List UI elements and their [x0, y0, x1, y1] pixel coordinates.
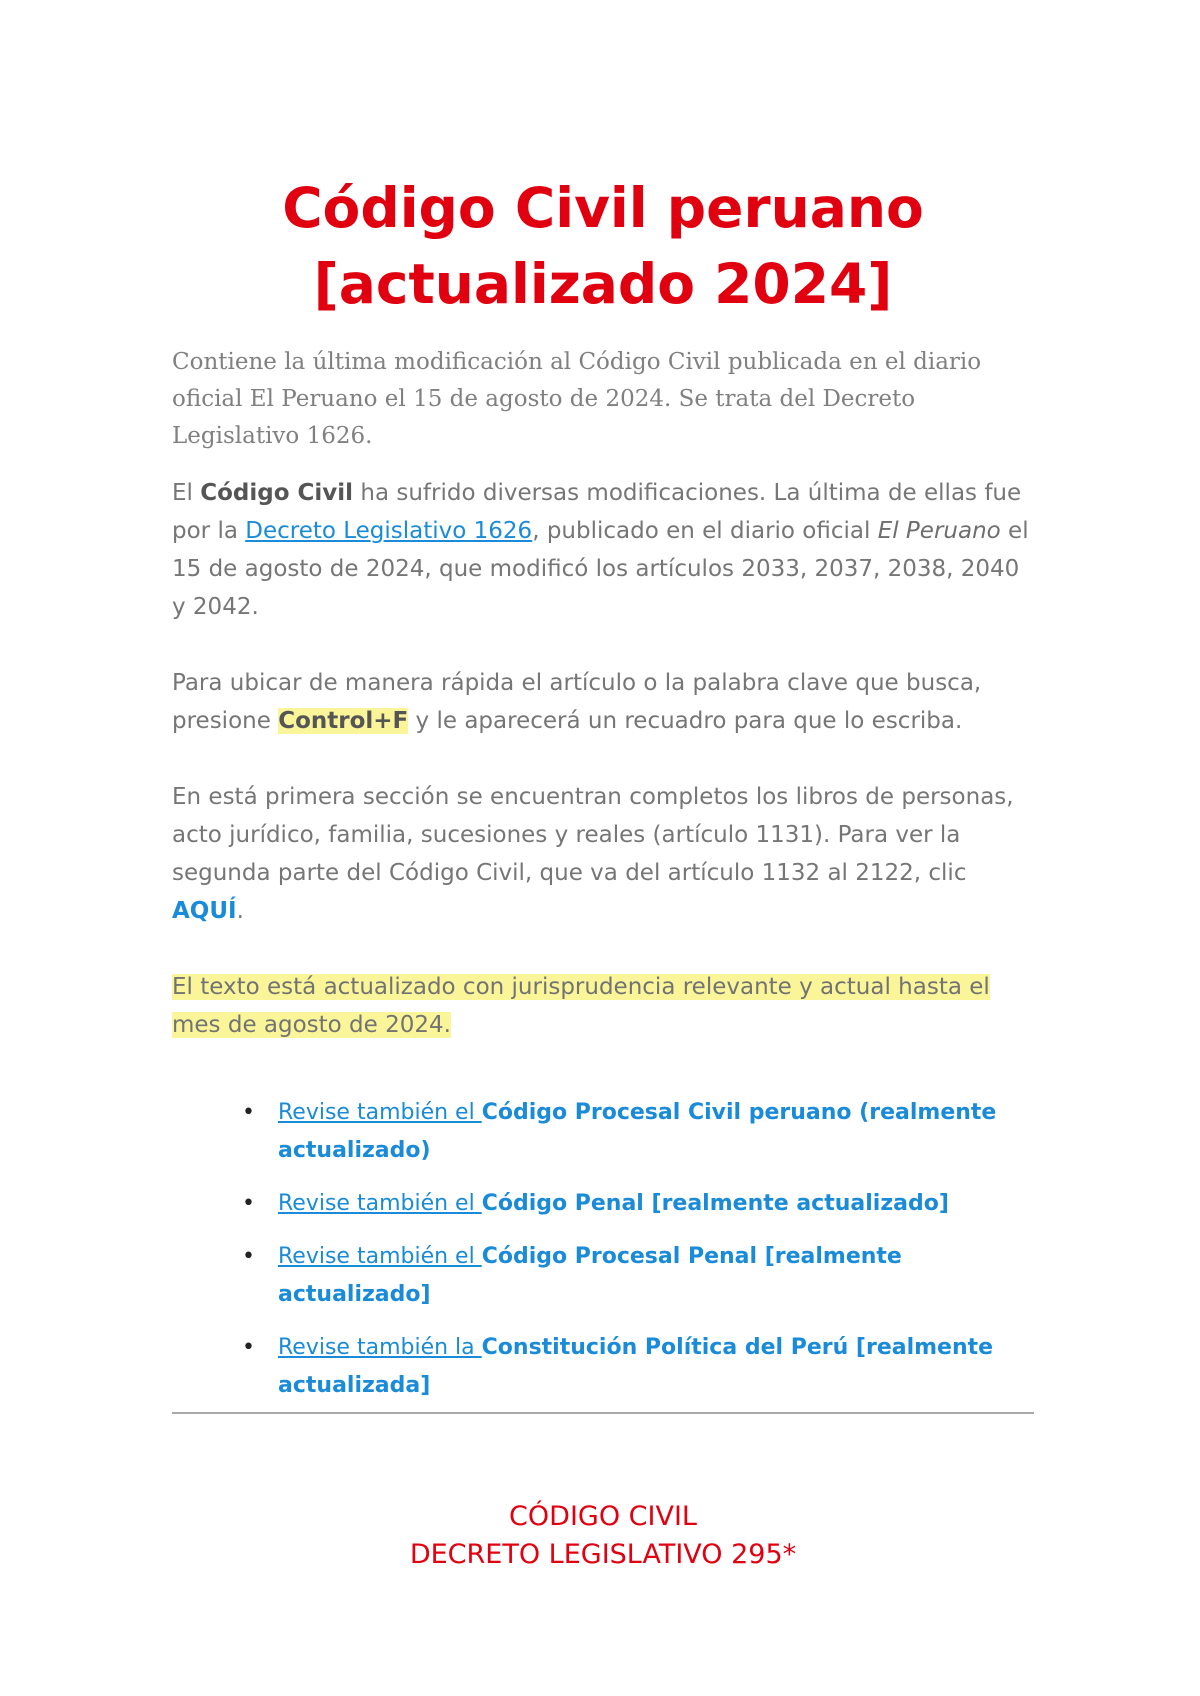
reference-link-title[interactable]: Código Procesal Penal [realmente actualizado]	[278, 1244, 902, 1307]
intro-text-4: el 15 de agosto de 2024, que modificó los artículos 2033, 2037, 2038, 2040 y 2042.	[172, 518, 1029, 620]
reference-link-prefix[interactable]: Revise también el	[278, 1100, 482, 1125]
search-tip-paragraph	[172, 664, 1034, 740]
title-line-1: Código Civil peruano	[282, 176, 924, 240]
list-item	[242, 1094, 1034, 1170]
search-tip-text-1: Para ubicar de manera rápida el artículo o la palabra clave que busca, presione	[172, 670, 982, 734]
references-list	[172, 1094, 1034, 1405]
list-item	[242, 1329, 1034, 1405]
reference-link-prefix[interactable]: Revise también el	[278, 1191, 482, 1216]
bullet-icon: •	[242, 1244, 255, 1269]
section-info-text-1: En está primera sección se encuentran completos los libros de personas, acto jurídico, familia, sucesiones y reales (artículo 1131). Para ver la segunda parte del Código Civil, que va del artículo 1132 al 2122, clic	[172, 784, 1014, 886]
bullet-icon: •	[242, 1335, 255, 1360]
title-line-2: [actualizado 2024]	[313, 252, 893, 316]
reference-link-title[interactable]: Constitución Política del Perú [realmente actualizada]	[278, 1335, 994, 1398]
section-info-text-2: .	[236, 898, 244, 924]
decreto-1626-link[interactable]: Decreto Legislativo 1626	[245, 518, 533, 544]
intro-text-1: El	[172, 480, 201, 506]
reference-link-title[interactable]: Código Procesal Civil peruano (realmente actualizado)	[278, 1100, 997, 1163]
section-heading-line-2: DECRETO LEGISLATIVO 295*	[409, 1539, 797, 1570]
document-page	[172, 170, 1034, 1574]
search-tip-text-2: y le aparecerá un recuadro para que lo escriba.	[408, 708, 963, 734]
page-title	[172, 170, 1034, 322]
subtitle: Contiene la última modificación al Código Civil publicada en el diario oficial El Peruano el 15 de agosto de 2024. Se trata del Decreto Legislativo 1626.	[172, 349, 982, 449]
list-item	[242, 1185, 1034, 1223]
intro-text-2: ha sufrido diversas modificaciones. La última de ellas fue por la	[172, 480, 1022, 544]
intro-italic-peruano: El Peruano	[877, 518, 1001, 544]
intro-paragraph	[172, 474, 1034, 626]
highlight-note-text: El texto está actualizado con jurisprudencia relevante y actual hasta el mes de agosto de 2024.	[172, 974, 990, 1038]
list-item	[242, 1238, 1034, 1314]
control-f-highlight: Control+F	[278, 708, 409, 734]
bullet-icon: •	[242, 1100, 255, 1125]
highlight-note	[172, 968, 1034, 1044]
section-heading	[172, 1498, 1034, 1574]
section-heading-line-1: CÓDIGO CIVIL	[509, 1501, 697, 1532]
divider	[172, 1412, 1034, 1414]
reference-link-title[interactable]: Código Penal [realmente actualizado]	[481, 1191, 949, 1216]
intro-text-3: , publicado en el diario oficial	[532, 518, 878, 544]
aqui-link[interactable]: AQUÍ	[172, 898, 237, 924]
bullet-icon: •	[242, 1191, 255, 1216]
reference-link-prefix[interactable]: Revise también la	[278, 1335, 482, 1360]
intro-bold-code: Código Civil	[200, 480, 354, 506]
reference-link-prefix[interactable]: Revise también el	[278, 1244, 482, 1269]
section-info-paragraph	[172, 778, 1034, 930]
